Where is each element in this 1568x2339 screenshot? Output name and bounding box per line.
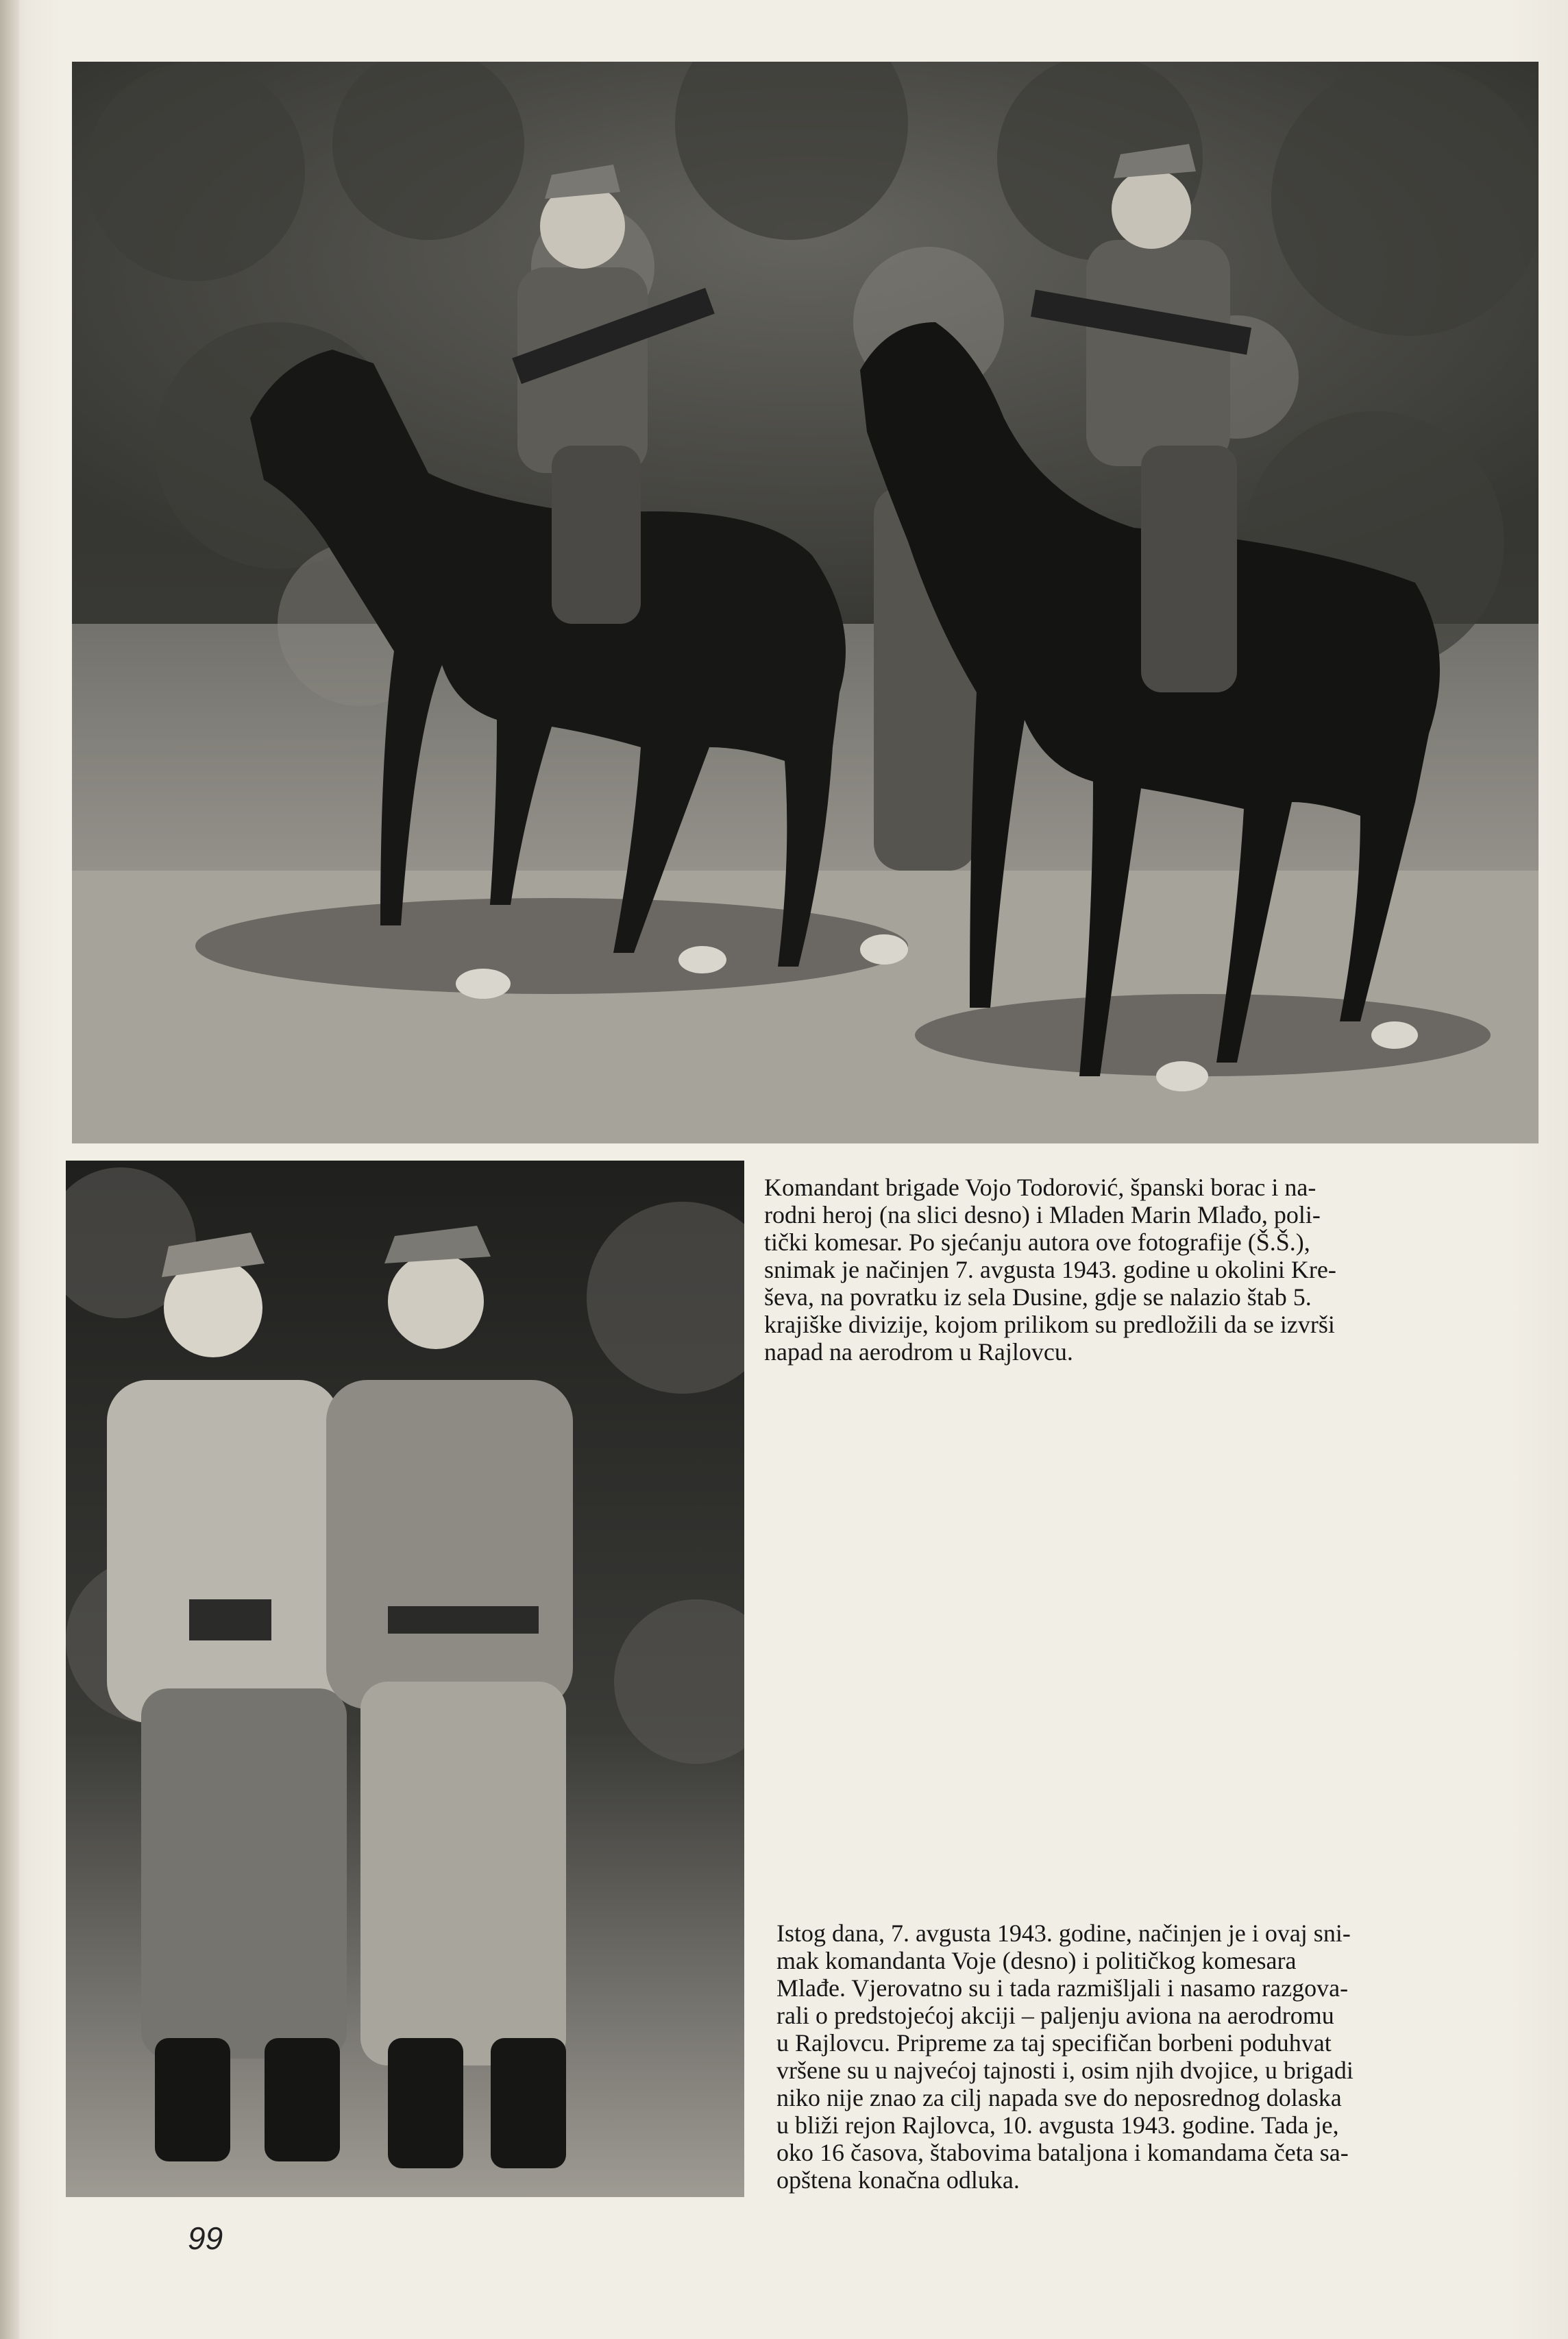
caption-standing-line: opštena konačna odluka. [776, 2166, 1020, 2194]
photo-riders-image [72, 62, 1539, 1143]
caption-riders-line: krajiške divizije, kojom prilikom su predložili da se izvrši [764, 1311, 1335, 1338]
photo-riders-on-horseback [72, 62, 1539, 1143]
caption-riders-line: rodni heroj (na slici desno) i Mladen Marin Mlađo, poli- [764, 1201, 1321, 1228]
caption-standing-line: oko 16 časova, štabovima bataljona i komandama četa sa- [776, 2139, 1349, 2166]
caption-standing-line: u bliži rejon Rajlovca, 10. avgusta 1943. godine. Tada je, [776, 2111, 1339, 2139]
caption-standing-line: vršene su u najvećoj tajnosti i, osim njih dvojice, u brigadi [776, 2057, 1353, 2084]
photo-two-standing-partisans [66, 1161, 744, 2197]
caption-standing-line: mak komandanta Voje (desno) i političkog komesara [776, 1947, 1297, 1974]
page-number: 99 [188, 2220, 223, 2256]
caption-riders-line: Komandant brigade Vojo Todorović, španski borac i na- [764, 1174, 1316, 1201]
caption-riders [764, 1174, 1525, 1366]
caption-standing-line: u Rajlovcu. Pripreme za taj specifičan borbeni poduhvat [776, 2029, 1332, 2057]
caption-standing-line: rali o predstojećoj akciji – paljenju aviona na aerodromu [776, 2002, 1334, 2029]
caption-riders-line: tički komesar. Po sjećanju autora ove fotografije (Š.Š.), [764, 1228, 1310, 1256]
caption-standing-line: niko nije znao za cilj napada sve do neposrednog dolaska [776, 2084, 1342, 2111]
page-binding-edge [0, 0, 19, 2339]
caption-riders-line: napad na aerodrom u Rajlovcu. [764, 1338, 1073, 1366]
photo-standing-image [66, 1161, 744, 2197]
caption-standing-line: Mlađe. Vjerovatno su i tada razmišljali i nasamo razgova- [776, 1974, 1349, 2002]
caption-riders-line: ševa, na povratku iz sela Dusine, gdje se nalazio štab 5. [764, 1283, 1312, 1311]
caption-riders-line: snimak je načinjen 7. avgusta 1943. godine u okolini Kre- [764, 1256, 1336, 1283]
caption-standing-line: Istog dana, 7. avgusta 1943. godine, načinjen je i ovaj sni- [776, 1919, 1351, 1947]
caption-standing [776, 1919, 1523, 2194]
